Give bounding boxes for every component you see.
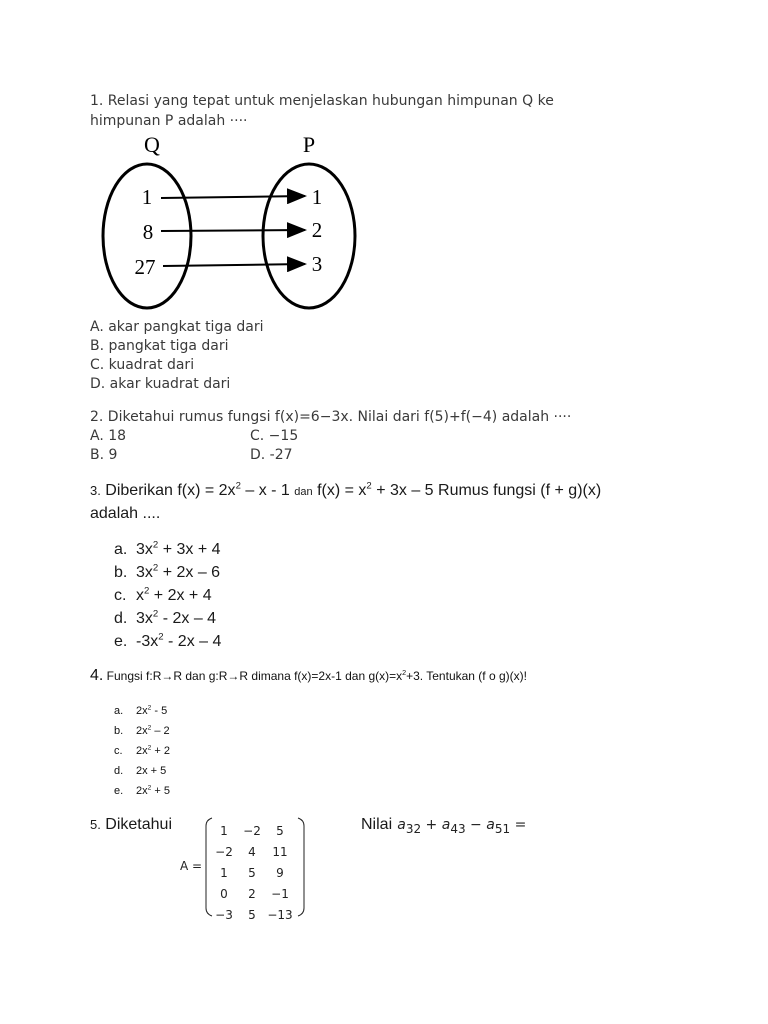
matrix-cell: −3 bbox=[215, 908, 233, 922]
arrow-27-to-3 bbox=[163, 264, 305, 266]
matrix-cell: 11 bbox=[272, 845, 288, 859]
set-q-label: Q bbox=[144, 132, 160, 157]
q1-text-line1: 1. Relasi yang tepat untuk menjelaskan hubungan himpunan Q ke bbox=[90, 93, 554, 109]
q1-option-c: C. kuadrat dari bbox=[90, 357, 195, 373]
matrix-cell: −2 bbox=[215, 845, 233, 859]
matrix-row bbox=[210, 883, 294, 904]
matrix-row bbox=[210, 862, 294, 883]
q4-option-e: e. $2x^2 + 5$ bbox=[114, 784, 170, 797]
q-element: 1 bbox=[141, 185, 153, 209]
matrix-cell: 0 bbox=[220, 887, 228, 901]
q3-option-a: a. $3x^2 + 3x + 4$ bbox=[114, 539, 221, 558]
matrix-cell: 2 bbox=[248, 887, 256, 901]
q4-number: 4. bbox=[90, 667, 104, 684]
q5-number: 5. bbox=[90, 817, 101, 832]
q3-number: 3. bbox=[90, 483, 101, 498]
matrix-row bbox=[210, 904, 294, 925]
matrix-row bbox=[210, 841, 294, 862]
set-p-label: P bbox=[302, 132, 316, 157]
p-element: 2 bbox=[311, 218, 323, 242]
q5-text: 5. Diketahui bbox=[90, 816, 172, 833]
q3-option-c: c. $x^2 + 2x + 4$ bbox=[114, 585, 212, 604]
q1-option-b: B. pangkat tiga dari bbox=[90, 338, 229, 354]
q4-option-d: d. 2x + 5 bbox=[114, 765, 167, 777]
q-element: 8 bbox=[142, 220, 154, 244]
q4-text: 4. Fungsi f:R→R dan g:R→R dimana f(x)=2x-1 dan $g(x)=x^2+3$. Tentukan (f o g)(x)! bbox=[90, 667, 527, 684]
matrix-cell: −1 bbox=[271, 887, 289, 901]
arrow-8-to-2 bbox=[161, 230, 305, 231]
matrix-cell: 5 bbox=[248, 866, 256, 880]
q2-option-c: C. −15 bbox=[250, 428, 299, 444]
q4-option-b: b. $2x^2 - 2$ bbox=[114, 724, 170, 737]
matrix-cell: −2 bbox=[243, 824, 261, 838]
matrix-a bbox=[210, 820, 294, 925]
nilai-label: Nilai bbox=[361, 816, 393, 833]
matrix-cell: 5 bbox=[248, 908, 256, 922]
matrix-row bbox=[210, 820, 294, 841]
matrix-cell: 9 bbox=[276, 866, 284, 880]
set-p-ellipse bbox=[263, 164, 355, 308]
q1-option-a: A. akar pangkat tiga dari bbox=[90, 319, 264, 335]
q2-option-a: A. 18 bbox=[90, 428, 127, 444]
matrix-cell: 4 bbox=[248, 845, 256, 859]
q3-option-e: e. $-3x^2 - 2x - 4$ bbox=[114, 631, 222, 650]
q2-text: 2. Diketahui rumus fungsi f(x)=6−3x. Nilai dari f(5)+f(−4) adalah ···· bbox=[90, 409, 572, 425]
q2-option-d: D. -27 bbox=[250, 447, 293, 463]
q3-text-line1: 3. Diberikan $f(x) = 2x^2 - x - 1$ dan $f(x) = x^2 + 3x - 5$ Rumus fungsi (f + g)(x) bbox=[90, 480, 602, 499]
q5-expression: Nilai $a_{32} + a_{43} - a_{51}$ = bbox=[361, 816, 527, 837]
matrix-cell: 1 bbox=[220, 824, 228, 838]
matrix-cell: 5 bbox=[276, 824, 284, 838]
p-element: 3 bbox=[311, 252, 323, 276]
q1-text-line2: himpunan P adalah ···· bbox=[90, 113, 248, 129]
matrix-cell: 1 bbox=[220, 866, 228, 880]
q1-option-d: D. akar kuadrat dari bbox=[90, 376, 231, 392]
q3-option-b: b. $3x^2 + 2x - 6$ bbox=[114, 562, 221, 581]
q3-text-line2: adalah .... bbox=[90, 505, 161, 522]
q-element: 27 bbox=[134, 255, 156, 279]
matrix-name: A = bbox=[180, 859, 203, 873]
q4-option-a: a. $2x^2 - 5$ bbox=[114, 704, 168, 717]
q3-option-d: d. $3x^2 - 2x - 4$ bbox=[114, 608, 217, 627]
q2-option-b: B. 9 bbox=[90, 447, 118, 463]
p-element: 1 bbox=[311, 185, 323, 209]
matrix-cell: −13 bbox=[267, 908, 293, 922]
relation-diagram bbox=[95, 130, 365, 315]
q4-option-c: c. $2x^2 + 2$ bbox=[114, 744, 170, 757]
